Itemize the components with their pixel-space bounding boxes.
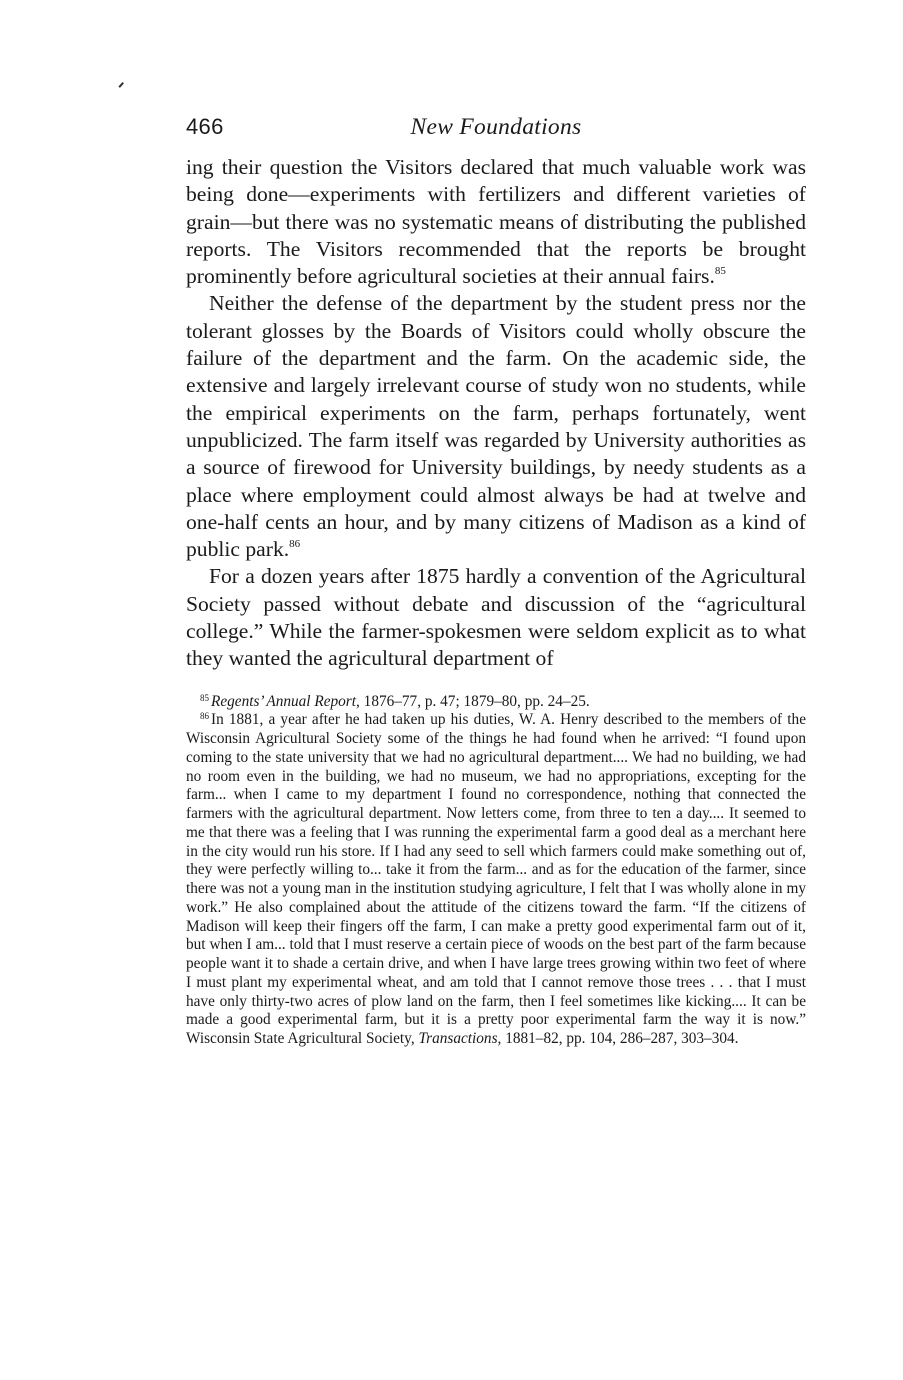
paragraph-3-text: For a dozen years after 1875 hardly a convention of the Agricultural Society passed without debate and discussion of the “agricultural college.” While the farmer-spokesmen were seldom explicit as to what they wanted the agricultural department of (186, 564, 806, 671)
page-number: 466 (186, 114, 224, 139)
paragraph-1-text: ing their question the Visitors declared that much valuable work was being done—experiments with fertilizers and different varieties of grain—but there was no systematic means of distributing the published reports. The Visitors recommended that the reports be brought prominently before agricultural societies at their annual fairs. (186, 155, 806, 289)
footnote-85-number: 85 (200, 692, 209, 703)
footnote-85-title: Regents’ Annual Report, (211, 692, 360, 710)
paragraph-2 (186, 290, 806, 563)
footnote-86-number: 86 (200, 711, 209, 722)
paragraph-3 (186, 563, 806, 672)
running-header (186, 108, 806, 154)
book-page (186, 108, 806, 1049)
footnote-ref-86: 86 (289, 538, 301, 551)
footnote-86 (186, 711, 806, 1049)
paragraph-1 (186, 154, 806, 290)
paragraph-2-text: Neither the defense of the department by the student press nor the tolerant glosses by the Boards of Visitors could wholly obscure the failure of the department and the farm. On the academic side, the extensive and largely irrelevant course of study won no students, while the empirical experiments on the farm, perhaps fortunately, went unpublicized. The farm itself was regarded by University authorities as a source of firewood for University buildings, by needy students as a place where employment could almost always be had at twelve and one-half cents an hour, and by many citizens of Madison as a kind of public park. (186, 291, 806, 562)
body-text (186, 154, 806, 673)
footnote-86-source-pages: 1881–82, pp. 104, 286–287, 303–304. (501, 1030, 739, 1048)
footnote-85-text: 1876–77, p. 47; 1879–80, pp. 24–25. (359, 692, 590, 710)
footnotes (186, 693, 806, 1049)
footnote-ref-85: 85 (714, 265, 726, 278)
stray-pencil-mark (118, 82, 123, 87)
running-title: New Foundations (410, 114, 582, 140)
footnote-86-text: In 1881, a year after he had taken up his duties, W. A. Henry described to the members of the Wisconsin Agricultural Society some of the things he had found when he arrived: “I found upon coming to the state university that we had no agricultural department.... We had no building, we had no room even in the building, we had no museum, we had no appropriations, excepting for the farm... when I came to my department I found no correspondence, nothing that connected the farmers with the agricultural department. Now letters come, from three to ten a day.... It seemed to me that there was a feeling that I was running the experimental farm a good deal as a merchant here in the city would run his store. If I had any seed to sell which farmers could make something out of, they were perfectly willing to... take it from the farm... and as for the education of the farmer, since there was not a young man in the institution studying agriculture, I felt that I was wholly alone in my work.” He also complained about the attitude of the citizens toward the farm. “If the citizens of Madison will keep their fingers off the farm, I can make a pretty good experimental farm out of it, but when I am... told that I must reserve a certain piece of woods on the best part of the farm because people want it to shade a certain drive, and when I have large trees growing within two feet of where I must plant my experimental wheat, and am told that I cannot remove those trees . . . that I must have only thirty-two acres of plow land on the farm, then I feel sometimes like kicking.... It can be made a good experimental farm, but it is a pretty poor experimental farm the way it is now.” Wisconsin State Agricultural Society, (186, 711, 806, 1048)
footnote-86-source-title: Transactions, (418, 1030, 502, 1048)
footnote-85 (186, 693, 806, 712)
